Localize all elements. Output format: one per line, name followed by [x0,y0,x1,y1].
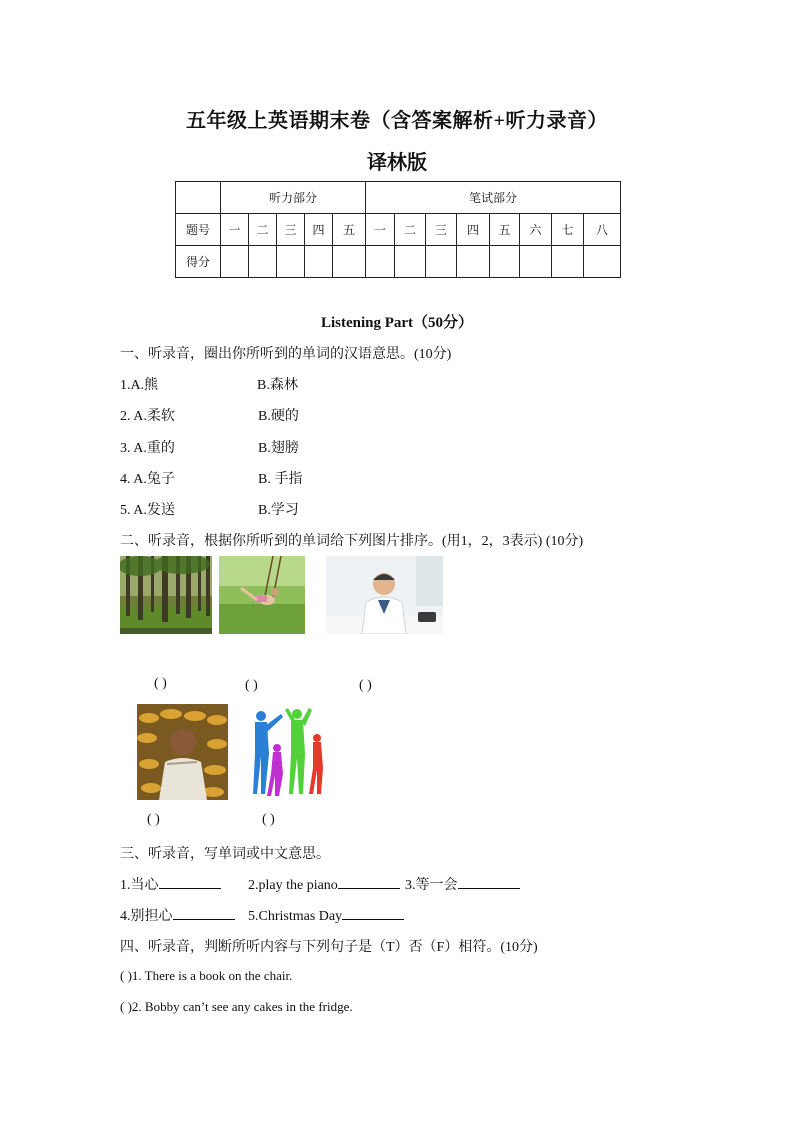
option-b[interactable]: B.学习 [258,503,299,518]
written-number: 六 [520,214,552,246]
section4-item [120,968,292,984]
listening-number: 三 [277,214,305,246]
option-b[interactable]: B. 手指 [258,472,303,487]
option-b[interactable]: B.森林 [257,378,298,393]
item-prompt: 1.当心 [120,878,159,893]
section3-item [120,874,221,894]
section1-instruction: 一、听录音，圈出你所听到的单词的汉语意思。(10分) [120,347,452,362]
item-sentence: 1. There is a book on the chair. [131,968,293,983]
written-header: 笔试部分 [366,182,621,214]
listening-number: 二 [249,214,277,246]
score-cell[interactable] [395,246,426,278]
answer-paren[interactable]: ( ) [120,999,132,1014]
item-prompt: 4.别担心 [120,909,173,924]
option-a[interactable]: 5. A.发送 [120,503,175,518]
document-subtitle: 译林版 [367,152,427,174]
written-number: 三 [426,214,457,246]
answer-blank[interactable] [342,905,404,920]
dancers-picture [245,704,333,800]
section2-instruction: 二、听录音，根据你所听到的单词给下列图片排序。(用1，2，3表示) (10分) [120,534,584,549]
option-b[interactable]: B.硬的 [258,409,299,424]
written-number: 一 [366,214,395,246]
answer-paren[interactable]: ( ) [154,676,167,691]
score-cell[interactable] [552,246,584,278]
row-number-label: 题号 [176,214,221,246]
answer-paren[interactable]: ( ) [120,968,132,983]
listening-number: 五 [333,214,366,246]
section4-item [120,999,353,1015]
answer-blank[interactable] [338,874,400,889]
score-table [175,181,621,278]
score-table-number-row [176,214,621,246]
score-cell[interactable] [426,246,457,278]
score-table-header-row [176,182,621,214]
listening-part-heading: Listening Part（50分） [320,315,474,331]
score-cell[interactable] [366,246,395,278]
answer-blank[interactable] [159,874,221,889]
swing-picture [219,556,305,634]
item-prompt: 5.Christmas Day [248,909,343,924]
score-cell[interactable] [520,246,552,278]
option-a[interactable]: 1.A.熊 [120,378,159,393]
option-a[interactable]: 4. A.兔子 [120,472,175,487]
section3-item [248,874,400,894]
listening-number: 四 [305,214,333,246]
score-cell[interactable] [249,246,277,278]
written-number: 二 [395,214,426,246]
section3-item [120,905,235,925]
option-b[interactable]: B.翅膀 [258,441,299,456]
answer-paren[interactable]: ( ) [147,812,160,827]
farmer-picture [137,704,228,800]
option-a[interactable]: 3. A.重的 [120,441,175,456]
score-table-corner [176,182,221,214]
score-cell[interactable] [333,246,366,278]
score-cell[interactable] [305,246,333,278]
score-cell[interactable] [221,246,249,278]
score-table-score-row [176,246,621,278]
score-cell[interactable] [490,246,520,278]
forest-picture [120,556,212,634]
section3-item [248,905,404,925]
option-a[interactable]: 2. A.柔软 [120,409,175,424]
item-prompt: 3.等一会 [405,878,458,893]
written-number: 四 [457,214,490,246]
written-number: 五 [490,214,520,246]
item-sentence: 2. Bobby can’t see any cakes in the fridge. [131,999,353,1014]
answer-paren[interactable]: ( ) [359,678,372,693]
written-number: 七 [552,214,584,246]
row-score-label: 得分 [176,246,221,278]
answer-blank[interactable] [173,905,235,920]
score-cell[interactable] [457,246,490,278]
doctor-picture [326,556,443,634]
section3-instruction: 三、听录音，写单词或中文意思。 [120,847,330,862]
answer-paren[interactable]: ( ) [245,678,258,693]
written-number: 八 [584,214,621,246]
answer-blank[interactable] [458,874,520,889]
listening-number: 一 [221,214,249,246]
section4-instruction: 四、听录音，判断所听内容与下列句子是（T）否（F）相符。(10分) [120,940,538,955]
listening-header: 听力部分 [221,182,366,214]
score-cell[interactable] [277,246,305,278]
section3-item [405,874,520,894]
answer-paren[interactable]: ( ) [262,812,275,827]
item-prompt: 2.play the piano [248,878,338,893]
document-title: 五年级上英语期末卷（含答案解析+听力录音） [186,110,608,132]
score-cell[interactable] [584,246,621,278]
